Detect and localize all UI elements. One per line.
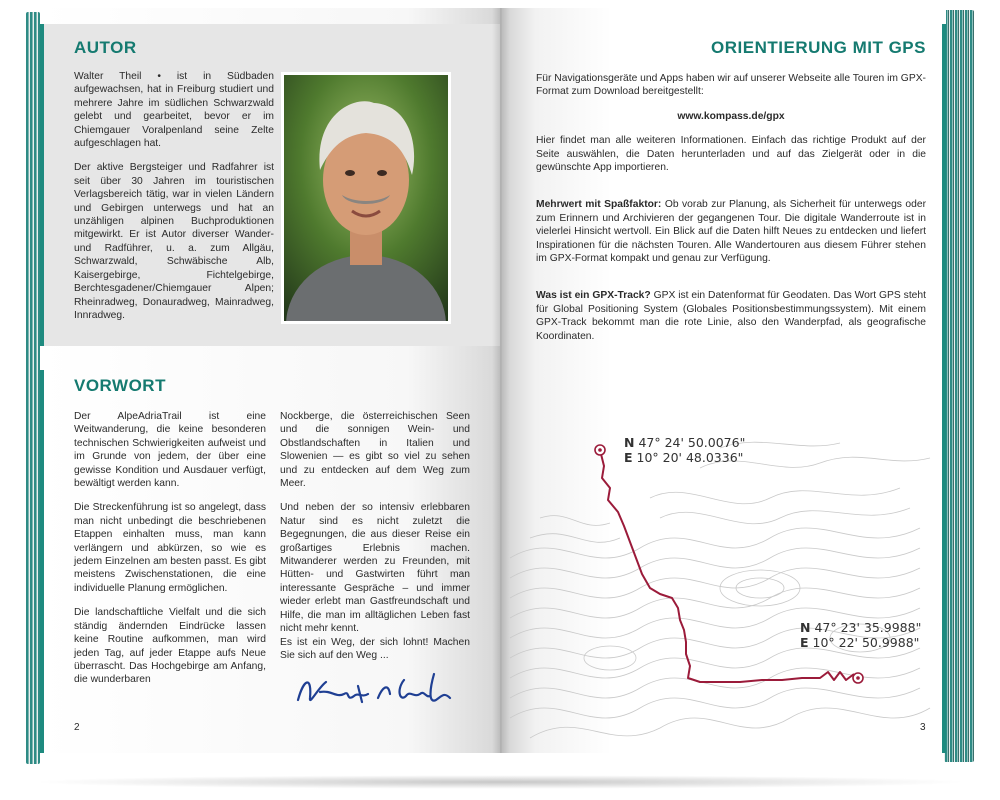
autor-heading: AUTOR	[74, 38, 137, 57]
mehrwert-label: Mehrwert mit Spaßfaktor:	[536, 199, 662, 211]
start-lon	[624, 450, 745, 465]
portrait-illustration	[284, 75, 448, 321]
autor-paragraph: Walter Theil • ist in Südbaden aufgewachsen, hat in Freiburg studiert und mehrere Jahre im südlichen Schwarzwald gelebt und gearbeitet, bevor er im Chiemgauer Voralpenland seine Zelte aufgeschlagen hat.	[74, 71, 274, 150]
autor-text	[74, 70, 274, 333]
end-lon	[800, 635, 921, 650]
page-number-left: 2	[74, 722, 80, 733]
start-lat-label: N	[624, 435, 635, 450]
gps-url: www.kompass.de/gpx	[677, 110, 785, 122]
vorwort-paragraph: Es ist ein Weg, der sich lohnt! Machen Sie sich auf den Weg ...	[280, 636, 470, 661]
end-lon-value: 10° 22' 50.9988"	[808, 635, 920, 650]
left-page	[40, 8, 500, 753]
start-lat	[624, 435, 745, 450]
vorwort-paragraph: Die Streckenführung ist so angelegt, dass man nicht unbedingt die beschriebenen Etappen einhalten muss, man kann verlängern und abkürzen, so wie es jedem Einzelnen am besten passt. Es gibt meistens Zwischenstationen, die eine individuelle Planung ermöglichen.	[74, 502, 266, 594]
page-number-right: 3	[920, 722, 926, 733]
start-marker-dot	[598, 448, 602, 452]
gps-info: Hier findet man alle weiteren Informationen. Einfach das richtige Produkt auf der Seite auswählen, die Daten herunterladen und auf das Zielgerät oder in die gewünschte App importieren.	[536, 135, 926, 174]
end-coordinates	[800, 620, 921, 650]
right-page	[500, 8, 946, 753]
end-lat-value: 47° 23' 35.9988"	[810, 620, 922, 635]
autor-paragraph: Der aktive Bergsteiger und Radfahrer ist seit über 30 Jahren im touristischen Verlagsbereich tätig, war in vielen Ländern und Gebirgen unterwegs und hat an unzähligen alpinen Buchproduktionen mitgewirkt. Er ist Autor diverser Wander- und Radführer, u. a. zum Allgäu, Schwarzwald, Schwäbische Alb, Kaisergebirge, Fichtelgebirge, Berchtesgadener/Chiemgauer Alpen; Rheinradweg, Donauradweg, Mainradweg, Innradweg.	[74, 162, 274, 321]
page-edges-left	[26, 12, 40, 764]
end-lat	[800, 620, 921, 635]
vorwort-accent-bar	[40, 370, 44, 753]
autor-accent-bar	[40, 24, 44, 346]
gpx-label: Was ist ein GPX-Track?	[536, 290, 651, 302]
contour-lines	[510, 442, 930, 738]
start-lon-label: E	[624, 450, 633, 465]
mehrwert-paragraph	[536, 198, 926, 265]
end-lat-label: N	[800, 620, 811, 635]
vorwort-column-2	[280, 410, 470, 673]
vorwort-column-1	[74, 410, 266, 698]
vorwort-paragraph: Der AlpeAdriaTrail ist eine Weitwanderung, die keine besonderen technischen Schwierigkeiten aufweist und im Grunde von jedem, der über eine gewisse Kondition und Ausdauer verfügt, bewältigt werden kann.	[74, 411, 266, 490]
gps-heading: ORIENTIERUNG MIT GPS	[711, 38, 926, 57]
gps-intro: Für Navigationsgeräte und Apps haben wir auf unserer Webseite alle Touren im GPX-Format zum Download bereitgestellt:	[536, 73, 926, 98]
gpx-text: GPX ist ein Datenformat für Geodaten. Das Wort GPS steht für Global Positioning System (Globales Positionsbestimmungssystem). Mit einem GPX-Track bekommt man die rote Linie, also den Wanderpfad, als geografische Koordinaten.	[536, 290, 926, 342]
book-shadow	[30, 775, 970, 789]
mehrwert-text: Ob vorab zur Planung, als Sicherheit für unterwegs oder zum Erinnern und Archivieren der gegangenen Tour. Die digitale Wanderroute ist in vielerlei Hinsicht wertvoll. Ein Blick auf die Daten hilft Neues zu entdecken und liefert Inspirationen für die nächsten Touren. Alle Wandertouren aus diesem Führer stehen im GPX-Format kompakt und genau zur Verfügung.	[536, 199, 927, 265]
end-marker-dot	[856, 676, 860, 680]
author-photo	[281, 72, 451, 324]
page-edges-right	[944, 10, 974, 762]
end-lon-label: E	[800, 635, 809, 650]
book-spine-shadow	[492, 8, 510, 753]
vorwort-paragraph: Und neben der so intensiv erlebbaren Natur sind es nicht zuletzt die Begegnungen, die aus dieser Reise ein großartiges Erlebnis machen. Mitwanderer werden zu Freunden, mit Hütten- und Gastwirten führt man interessante Gespräche – und immer wieder erlebt man Gastfreundschaft und Hilfe, die man im alltäglichen Leben fast nicht mehr kennt.	[280, 502, 470, 635]
vorwort-heading: VORWORT	[74, 376, 166, 395]
start-lat-value: 47° 24' 50.0076"	[634, 435, 746, 450]
gps-text	[536, 72, 926, 354]
start-lon-value: 10° 20' 48.0336"	[632, 450, 744, 465]
start-coordinates	[624, 435, 745, 465]
vorwort-paragraph: Nockberge, die österreichischen Seen und die sonnigen Wein- und Obstlandschaften in Italien und Slowenien — es gibt so viel zu sehen und zu entdecken auf dem Weg zum Meer.	[280, 411, 470, 490]
vorwort-paragraph: Die landschaftliche Vielfalt und die sich ständig ändernden Eindrücke lassen keine Routine aufkommen, man wird jeden Tag, auf jeder Etappe aufs Neue überrascht. Das Hochgebirge am Anfang, die wunderbaren	[74, 607, 266, 686]
gpx-paragraph	[536, 289, 926, 343]
signature	[292, 668, 472, 713]
